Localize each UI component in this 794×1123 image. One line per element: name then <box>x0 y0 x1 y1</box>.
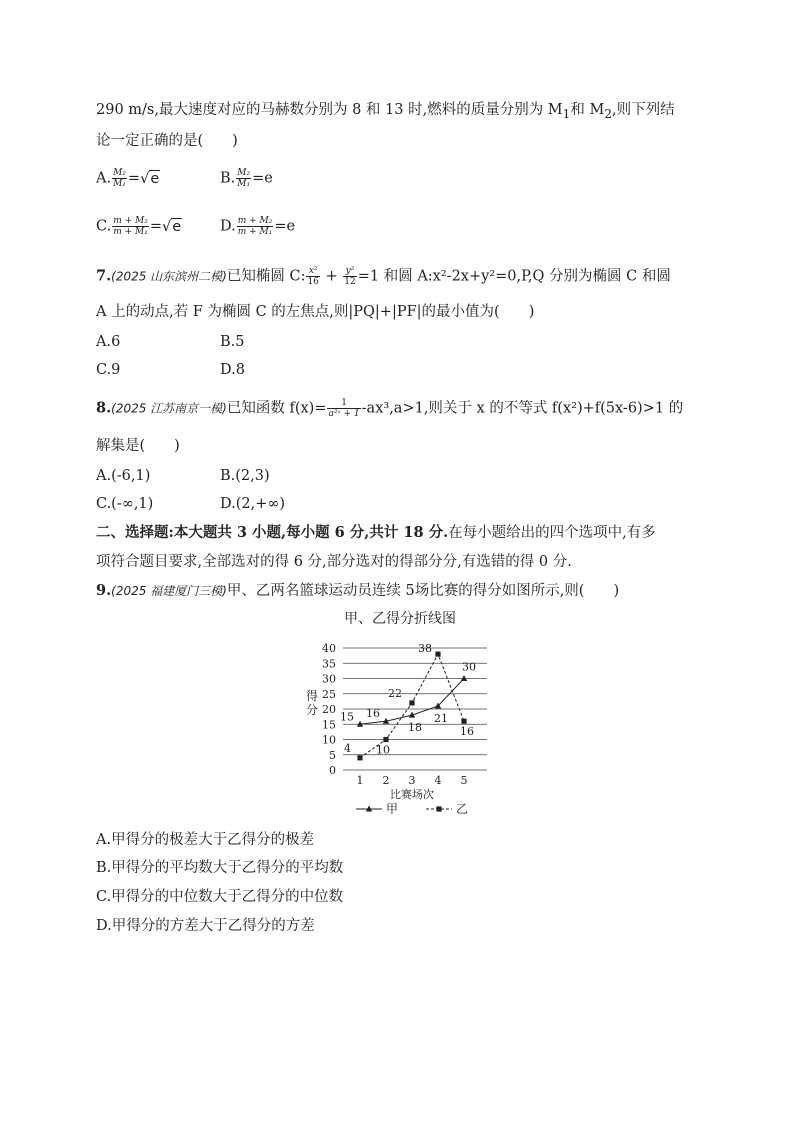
option-b-label: B. <box>220 170 236 187</box>
frac-denominator: M₁ <box>113 179 126 189</box>
section2-rest: 在每小题给出的四个选项中,有多 <box>448 525 656 541</box>
q9-line1 <box>96 581 619 601</box>
section2-line2: 项符合题目要求,全部选对的得 6 分,部分选对的得部分分,有选错的得 0 分. <box>96 554 572 570</box>
data-point-triangle <box>461 675 467 681</box>
data-label: 16 <box>366 707 380 721</box>
q6-option-c[interactable] <box>96 216 182 237</box>
y-tick-label: 40 <box>322 642 336 655</box>
frac-denominator: m + M₁ <box>113 227 148 237</box>
q7-option-b[interactable]: B.5 <box>220 334 245 350</box>
frac-numerator: M₂ <box>237 168 251 178</box>
fraction-mM2-mM1 <box>237 216 274 237</box>
y-tick-label: 25 <box>322 687 336 701</box>
score-line-chart <box>300 606 500 821</box>
equals-sign: = <box>149 218 162 235</box>
data-label: 16 <box>460 725 474 739</box>
q8-text1: 已知函数 f(x)= <box>226 400 327 417</box>
legend-marker-square <box>436 806 441 811</box>
data-label: 15 <box>340 710 354 724</box>
q7-number: 7. <box>96 267 112 285</box>
frac-denominator: 16 <box>307 277 319 287</box>
frac-denominator: M₁ <box>237 179 251 189</box>
data-point-square <box>383 737 388 742</box>
frac-numerator: y² <box>343 266 356 277</box>
q8-option-a[interactable]: A.(-6,1) <box>96 468 151 484</box>
data-label: 38 <box>418 642 432 656</box>
fraction-mM2-mM1 <box>112 216 149 237</box>
data-point-square <box>435 652 440 657</box>
x-axis-label: 比赛场次 <box>390 788 434 801</box>
section2-heading: 二、选择题:本大题共 3 小题,每小题 6 分,共计 18 分. <box>96 524 449 541</box>
data-label: 4 <box>344 741 351 755</box>
frac-numerator: 1 <box>327 398 360 409</box>
frac-numerator: m + M₂ <box>237 216 273 226</box>
option-c-label: C. <box>96 218 112 235</box>
q8-number: 8. <box>96 399 112 417</box>
q9-number: 9. <box>96 582 112 599</box>
chart-svg <box>300 606 500 821</box>
fraction-x2-16 <box>306 266 319 287</box>
q6-option-d[interactable] <box>220 216 295 237</box>
x-tick-label: 5 <box>460 774 468 787</box>
frac-denominator: a²ˣ + 1 <box>328 409 360 419</box>
y-tick-label: 0 <box>329 764 336 777</box>
y-tick-label: 30 <box>322 672 336 686</box>
q6-line1-text: 290 m/s,最大速度对应的马赫数分别为 8 和 13 时,燃料的质量分别为 M <box>96 102 563 118</box>
q6-sub1: 1 <box>562 106 571 121</box>
option-d-label: D. <box>220 218 236 235</box>
y-tick-label: 5 <box>329 748 336 762</box>
equals-e: =e <box>252 170 273 187</box>
frac-denominator: m + M₁ <box>237 227 273 237</box>
x-tick-label: 3 <box>408 774 416 787</box>
y-tick-label: 10 <box>322 733 336 747</box>
legend-label: 乙 <box>456 802 469 816</box>
q9-option-d[interactable]: D.甲得分的方差大于乙得分的方差 <box>96 918 315 934</box>
section2-line1 <box>96 523 656 543</box>
x-tick-label: 1 <box>356 774 364 787</box>
y-axis-label: 得 <box>305 689 319 703</box>
y-tick-label: 15 <box>322 718 336 732</box>
frac-numerator: M₂ <box>113 168 126 178</box>
data-label: 21 <box>434 711 448 725</box>
q6-sub2: 2 <box>604 106 612 121</box>
q7-option-c[interactable]: C.9 <box>96 362 121 378</box>
y-tick-label: 20 <box>322 703 336 716</box>
q8-line2: 解集是( ) <box>96 438 180 454</box>
q7-line2: A 上的动点,若 F 为椭圆 C 的左焦点,则|PQ|+|PF|的最小值为( ) <box>96 304 535 320</box>
data-point-square <box>357 755 362 760</box>
sqrt-radicand: e <box>150 170 160 187</box>
data-point-square <box>461 719 466 724</box>
q8-line1 <box>96 398 683 419</box>
q6-line2: 论一定正确的是( ) <box>96 133 238 149</box>
data-label: 30 <box>462 660 476 674</box>
q8-source: (2025 江苏南京一模) <box>111 401 227 416</box>
q8-option-d[interactable]: D.(2,+∞) <box>220 496 286 512</box>
q7-option-d[interactable]: D.8 <box>220 362 245 378</box>
frac-denominator: 12 <box>344 277 356 287</box>
y-axis-label: 分 <box>305 703 319 717</box>
sqrt-e: √e <box>161 218 182 235</box>
x-tick-label: 2 <box>382 774 390 787</box>
fraction-m2-m1 <box>112 168 127 189</box>
q6-option-a[interactable] <box>96 168 160 189</box>
data-label: 18 <box>408 721 422 735</box>
data-point-square <box>409 700 414 705</box>
frac-numerator: x² <box>306 266 319 277</box>
q9-source: (2025 福建厦门三模) <box>111 584 227 598</box>
q6-line1-end: ,则下列结 <box>612 102 675 118</box>
q8-option-c[interactable]: C.(-∞,1) <box>96 496 154 512</box>
fraction-m2-m1 <box>236 168 251 189</box>
q7-line1 <box>96 266 671 287</box>
q7-source: (2025 山东滨州二模) <box>111 269 227 284</box>
x-tick-label: 4 <box>434 774 442 787</box>
option-a-label: A. <box>96 170 112 187</box>
fraction-y2-12 <box>343 266 356 287</box>
plus-sign: + <box>320 268 343 285</box>
q8-option-b[interactable]: B.(2,3) <box>220 468 270 484</box>
q7-text1: 已知椭圆 C: <box>226 268 306 285</box>
equals-sign: = <box>127 170 141 187</box>
series-line-乙 <box>360 654 464 758</box>
q9-option-a[interactable]: A.甲得分的极差大于乙得分的极差 <box>96 832 315 848</box>
q7-text2: =1 和圆 A:x²-2x+y²=0,P,Q 分别为椭圆 C 和圆 <box>357 268 671 285</box>
q9-text: 甲、乙两名篮球运动员连续 5场比赛的得分如图所示,则( ) <box>226 583 620 599</box>
legend-label: 甲 <box>386 802 399 816</box>
q6-line1 <box>96 100 675 124</box>
q9-option-b[interactable]: B.甲得分的平均数大于乙得分的平均数 <box>96 860 344 876</box>
q8-text2: -ax³,a>1,则关于 x 的不等式 f(x²)+f(5x-6)>1 的 <box>361 400 684 417</box>
q7-option-a[interactable]: A.6 <box>96 334 121 350</box>
data-label: 22 <box>388 686 402 700</box>
sqrt-e: √e <box>140 170 160 187</box>
equals-e: =e <box>274 218 296 235</box>
q6-line1-mid: 和 M <box>570 102 605 118</box>
fraction-1-over-a2x <box>327 398 360 419</box>
chart-title: 甲、乙得分折线图 <box>344 611 456 627</box>
data-label: 10 <box>376 743 390 757</box>
frac-numerator: m + M₂ <box>113 216 148 226</box>
q6-option-b[interactable] <box>220 168 273 189</box>
q9-option-c[interactable]: C.甲得分的中位数大于乙得分的中位数 <box>96 889 344 905</box>
y-tick-label: 35 <box>322 657 336 671</box>
sqrt-radicand: e <box>172 218 182 235</box>
